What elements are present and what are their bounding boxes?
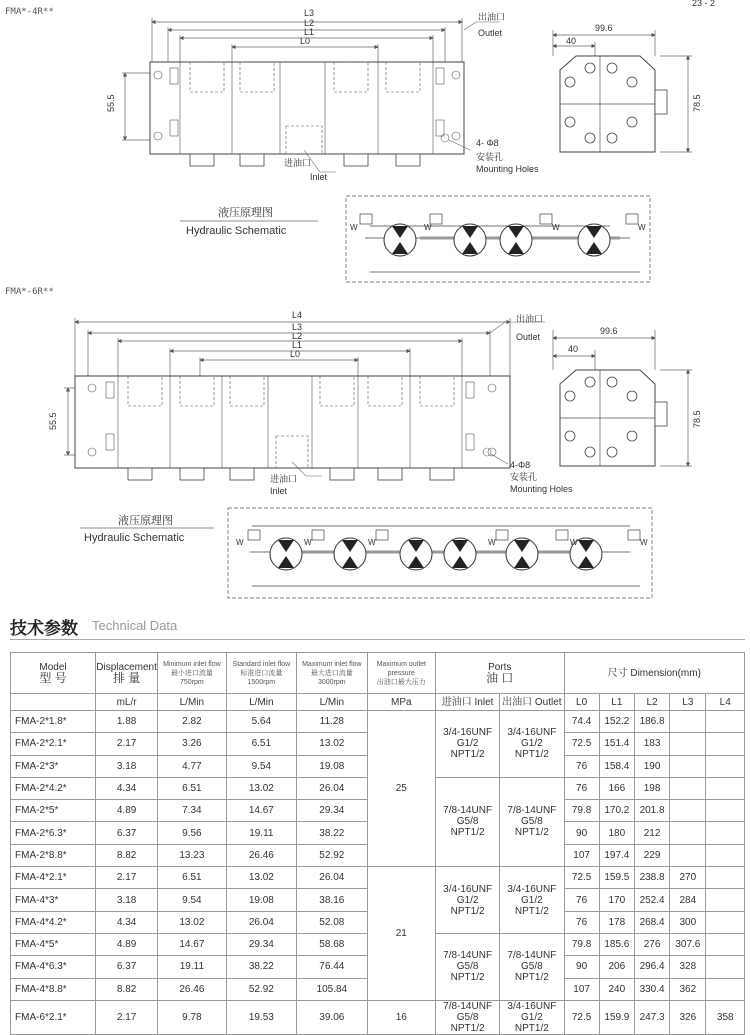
- std-flow-cell: 19.11: [226, 822, 296, 844]
- min-flow-cell: 9.78: [158, 1000, 226, 1034]
- min-flow-cell: 9.56: [158, 822, 226, 844]
- port-spec: NPT1/2: [450, 905, 485, 917]
- dim-l2-cell: 276: [634, 933, 669, 955]
- table-row: [11, 711, 745, 733]
- max-flow-cell: 39.06: [297, 1000, 367, 1034]
- dim-l1-cell: 159.5: [599, 867, 634, 889]
- max-flow-cell: 13.02: [297, 733, 367, 755]
- std-flow-cell: 19.53: [226, 1000, 296, 1034]
- header-l1: L1: [599, 694, 634, 711]
- unit-disp: mL/r: [96, 694, 158, 711]
- dim-l2-cell: 186.8: [634, 711, 669, 733]
- fig1-front-view: [5, 7, 539, 182]
- model-cell: FMA-2*5*: [11, 800, 96, 822]
- fig2-holes-spec: 4-Φ8: [510, 460, 531, 470]
- fig2-w-label: W: [304, 538, 312, 547]
- fig1-w-label: W: [552, 223, 560, 232]
- header-outlet: 出油口 Outlet: [500, 694, 564, 711]
- fig1-w-label: W: [638, 223, 646, 232]
- port-spec: NPT1/2: [450, 827, 485, 839]
- unit-max: L/Min: [297, 694, 367, 711]
- fig2-dim-h: 55.5: [48, 412, 58, 430]
- fig1-dim-w2: 40: [566, 36, 577, 46]
- header-min-flow: Minimum inlet flow 最小进口流量 750rpm: [158, 653, 226, 694]
- fig1-dim-l1: L1: [304, 27, 315, 37]
- dim-l3-cell: [670, 844, 706, 866]
- dim-l4-cell: [706, 822, 745, 844]
- model-cell: FMA-2*6.3*: [11, 822, 96, 844]
- dim-l2-cell: 268.4: [634, 911, 669, 933]
- max-flow-cell: 58.68: [297, 933, 367, 955]
- outlet-port-cell: [500, 867, 564, 934]
- dim-l4-cell: [706, 844, 745, 866]
- max-flow-cell: 26.04: [297, 867, 367, 889]
- fig2-front-view: [5, 287, 573, 496]
- dim-l3-cell: 328: [670, 956, 706, 978]
- min-flow-cell: 4.77: [158, 755, 226, 777]
- dim-l4-cell: [706, 933, 745, 955]
- port-spec: 7/8-14UNF: [443, 950, 493, 962]
- port-spec: 3/4-16UNF: [443, 727, 493, 739]
- dim-l1-cell: 152.2: [599, 711, 634, 733]
- outlet-port-cell: [500, 933, 564, 1000]
- dim-l0-cell: 72.5: [564, 1000, 599, 1034]
- fig1-schematic-en: Hydraulic Schematic: [186, 225, 287, 237]
- max-flow-cell: 11.28: [297, 711, 367, 733]
- dim-l3-cell: 284: [670, 889, 706, 911]
- dim-l1-cell: 158.4: [599, 755, 634, 777]
- model-cell: FMA-4*2.1*: [11, 867, 96, 889]
- header-ports: Ports 油 口: [435, 653, 564, 694]
- dim-l4-cell: 358: [706, 1000, 745, 1034]
- dim-l3-cell: 362: [670, 978, 706, 1000]
- min-flow-cell: 9.54: [158, 889, 226, 911]
- dim-l1-cell: 206: [599, 956, 634, 978]
- dim-l3-cell: [670, 755, 706, 777]
- model-cell: FMA-4*6.3*: [11, 956, 96, 978]
- fig1-w-label: W: [350, 223, 358, 232]
- fig2-dim-h2: 78.5: [692, 410, 702, 428]
- port-spec: NPT1/2: [450, 972, 485, 984]
- fig1-inlet-en: Inlet: [310, 172, 328, 182]
- max-flow-cell: 52.92: [297, 844, 367, 866]
- model-cell: FMA-2*1.8*: [11, 711, 96, 733]
- port-spec: NPT1/2: [514, 827, 549, 839]
- std-flow-cell: 26.04: [226, 911, 296, 933]
- displacement-cell: 6.37: [96, 956, 158, 978]
- inlet-port-cell: [435, 867, 499, 934]
- dim-l2-cell: 229: [634, 844, 669, 866]
- section-divider: [10, 639, 745, 640]
- header-max-flow: Maximum inlet flow 最大进口流量 3000rpm: [297, 653, 367, 694]
- min-flow-cell: 6.51: [158, 777, 226, 799]
- dim-l0-cell: 107: [564, 978, 599, 1000]
- min-flow-cell: 19.11: [158, 956, 226, 978]
- fig2-dim-l3: L3: [292, 322, 303, 332]
- fig1-dim-h: 55.5: [106, 94, 116, 112]
- port-spec: 3/4-16UNF: [507, 883, 557, 895]
- min-flow-cell: 2.82: [158, 711, 226, 733]
- dim-l4-cell: [706, 733, 745, 755]
- table-row: [11, 1000, 745, 1034]
- port-spec: 7/8-14UNF: [443, 1000, 493, 1012]
- dim-l1-cell: 170: [599, 889, 634, 911]
- table-body: [11, 711, 745, 1035]
- fig2-dim-l1: L1: [292, 340, 303, 350]
- model-cell: FMA-4*8.8*: [11, 978, 96, 1000]
- min-flow-cell: 14.67: [158, 933, 226, 955]
- unit-std: L/Min: [226, 694, 296, 711]
- port-spec: G1/2: [521, 1011, 543, 1023]
- dim-l1-cell: 180: [599, 822, 634, 844]
- std-flow-cell: 38.22: [226, 956, 296, 978]
- displacement-cell: 2.17: [96, 733, 158, 755]
- header-model: Model 型 号: [11, 653, 96, 694]
- displacement-cell: 4.89: [96, 800, 158, 822]
- section-header: [10, 612, 745, 638]
- dim-l3-cell: 270: [670, 867, 706, 889]
- displacement-cell: 6.37: [96, 822, 158, 844]
- std-flow-cell: 9.54: [226, 755, 296, 777]
- fig2-outlet-en: Outlet: [516, 332, 541, 342]
- max-flow-cell: 19.08: [297, 755, 367, 777]
- fig2-w-label: W: [570, 538, 578, 547]
- fig2-schematic-en: Hydraulic Schematic: [84, 532, 185, 544]
- port-spec: 3/4-16UNF: [507, 1000, 557, 1012]
- max-flow-cell: 38.16: [297, 889, 367, 911]
- dim-l4-cell: [706, 711, 745, 733]
- port-spec: NPT1/2: [450, 1022, 485, 1034]
- dim-l0-cell: 76: [564, 911, 599, 933]
- max-flow-cell: 29.34: [297, 800, 367, 822]
- section-title-zh: 技术参数: [10, 619, 78, 638]
- dim-l0-cell: 107: [564, 844, 599, 866]
- fig1-holes-zh: 安装孔: [476, 152, 504, 162]
- header-dimension: 尺寸 Dimension(mm): [564, 653, 745, 694]
- model-cell: FMA-2*8.8*: [11, 844, 96, 866]
- dim-l2-cell: 247.3: [634, 1000, 669, 1034]
- inlet-port-cell: [435, 777, 499, 866]
- displacement-cell: 8.82: [96, 844, 158, 866]
- inlet-port-cell: [435, 933, 499, 1000]
- displacement-cell: 2.17: [96, 1000, 158, 1034]
- header-l0: L0: [564, 694, 599, 711]
- fig2-holes-zh: 安装孔: [510, 472, 538, 482]
- fig1-model-label: FMA*-4R**: [5, 7, 54, 17]
- displacement-cell: 4.34: [96, 911, 158, 933]
- fig1-dim-w: 99.6: [595, 23, 613, 33]
- port-spec: 3/4-16UNF: [507, 727, 557, 739]
- port-spec: NPT1/2: [514, 1022, 549, 1034]
- dim-l4-cell: [706, 777, 745, 799]
- table-row: [11, 867, 745, 889]
- fig1-dim-l0: L0: [300, 36, 311, 46]
- outlet-port-cell: [500, 711, 564, 778]
- port-spec: G5/8: [521, 816, 543, 828]
- fig2-w-label: W: [488, 538, 496, 547]
- model-cell: FMA-2*4.2*: [11, 777, 96, 799]
- port-spec: 3/4-16UNF: [443, 883, 493, 895]
- fig1-dim-l3: L3: [304, 8, 315, 18]
- model-cell: FMA-6*2.1*: [11, 1000, 96, 1034]
- dim-l1-cell: 170.2: [599, 800, 634, 822]
- dim-l2-cell: 296.4: [634, 956, 669, 978]
- dim-l2-cell: 330.4: [634, 978, 669, 1000]
- max-flow-cell: 76.44: [297, 956, 367, 978]
- port-spec: G5/8: [456, 1011, 479, 1023]
- fig2-dim-l4: L4: [292, 310, 303, 320]
- inlet-port-cell: [435, 711, 499, 778]
- fig2-schematic: [80, 508, 652, 598]
- min-flow-cell: 7.34: [158, 800, 226, 822]
- dim-l2-cell: 212: [634, 822, 669, 844]
- dim-l4-cell: [706, 867, 745, 889]
- dim-l0-cell: 76: [564, 889, 599, 911]
- fig2-side-view: [553, 326, 702, 466]
- dim-l1-cell: 178: [599, 911, 634, 933]
- min-flow-cell: 6.51: [158, 867, 226, 889]
- std-flow-cell: 29.34: [226, 933, 296, 955]
- dim-l0-cell: 74.4: [564, 711, 599, 733]
- min-flow-cell: 13.02: [158, 911, 226, 933]
- dim-l3-cell: [670, 822, 706, 844]
- std-flow-cell: 5.64: [226, 711, 296, 733]
- dim-l0-cell: 79.8: [564, 800, 599, 822]
- max-flow-cell: 38.22: [297, 822, 367, 844]
- fig2-dim-l2: L2: [292, 331, 303, 341]
- fig2-model-label: FMA*-6R**: [5, 287, 54, 297]
- port-spec: NPT1/2: [514, 972, 549, 984]
- dim-l1-cell: 151.4: [599, 733, 634, 755]
- port-spec: NPT1/2: [514, 749, 549, 761]
- displacement-cell: 3.18: [96, 889, 158, 911]
- fig2-w-label: W: [368, 538, 376, 547]
- fig2-w-label: W: [236, 538, 244, 547]
- header-l3: L3: [670, 694, 706, 711]
- port-spec: G5/8: [521, 961, 543, 973]
- header-spacer: [11, 694, 96, 711]
- dim-l3-cell: [670, 777, 706, 799]
- fig1-outlet-en: Outlet: [478, 28, 503, 38]
- dim-l2-cell: 252.4: [634, 889, 669, 911]
- dim-l2-cell: 201.8: [634, 800, 669, 822]
- min-flow-cell: 26.46: [158, 978, 226, 1000]
- displacement-cell: 1.88: [96, 711, 158, 733]
- max-flow-cell: 52.08: [297, 911, 367, 933]
- dim-l0-cell: 72.5: [564, 733, 599, 755]
- std-flow-cell: 19.08: [226, 889, 296, 911]
- port-spec: G5/8: [456, 961, 479, 973]
- port-spec: NPT1/2: [450, 749, 485, 761]
- header-std-flow: Standard inlet flow 标准进口流量 1500rpm: [226, 653, 296, 694]
- dim-l4-cell: [706, 755, 745, 777]
- page-mark: 23 - 2: [692, 0, 716, 8]
- dim-l4-cell: [706, 978, 745, 1000]
- dim-l2-cell: 190: [634, 755, 669, 777]
- fig2-w-label: W: [640, 538, 648, 547]
- inlet-port-cell: [435, 1000, 499, 1034]
- port-spec: G5/8: [456, 816, 479, 828]
- header-inlet: 进油口 Inlet: [435, 694, 499, 711]
- outlet-port-cell: [500, 1000, 564, 1034]
- displacement-cell: 3.18: [96, 755, 158, 777]
- dim-l2-cell: 238.8: [634, 867, 669, 889]
- fig1-inlet-zh: 进油口: [284, 158, 312, 168]
- dim-l1-cell: 197.4: [599, 844, 634, 866]
- dim-l0-cell: 90: [564, 956, 599, 978]
- fig1-schematic: [180, 196, 650, 282]
- std-flow-cell: 26.46: [226, 844, 296, 866]
- dim-l2-cell: 198: [634, 777, 669, 799]
- dim-l3-cell: [670, 733, 706, 755]
- model-cell: FMA-4*4.2*: [11, 911, 96, 933]
- dim-l3-cell: [670, 800, 706, 822]
- model-cell: FMA-4*3*: [11, 889, 96, 911]
- max-flow-cell: 26.04: [297, 777, 367, 799]
- fig1-dim-l2: L2: [304, 18, 315, 28]
- unit-min: L/Min: [158, 694, 226, 711]
- section-title-en: Technical Data: [92, 618, 178, 633]
- port-spec: 7/8-14UNF: [443, 805, 493, 817]
- fig2-schematic-zh: 液压原理图: [118, 515, 173, 527]
- pressure-cell: 25: [367, 711, 435, 867]
- displacement-cell: 2.17: [96, 867, 158, 889]
- dim-l0-cell: 79.8: [564, 933, 599, 955]
- dim-l0-cell: 72.5: [564, 867, 599, 889]
- dim-l0-cell: 90: [564, 822, 599, 844]
- port-spec: 7/8-14UNF: [507, 950, 557, 962]
- port-spec: G1/2: [521, 894, 543, 906]
- port-spec: G1/2: [456, 738, 479, 750]
- unit-mop: MPa: [367, 694, 435, 711]
- fig1-w-label: W: [424, 223, 432, 232]
- fig2-dim-l0: L0: [290, 349, 301, 359]
- pressure-cell: 21: [367, 867, 435, 1001]
- dim-l4-cell: [706, 800, 745, 822]
- fig2-inlet-en: Inlet: [270, 486, 288, 496]
- fig1-outlet-zh: 出油口: [478, 12, 506, 22]
- fig1-holes-spec: 4- Φ8: [476, 138, 499, 148]
- header-l4: L4: [706, 694, 745, 711]
- fig2-outlet-zh: 出油口: [516, 314, 544, 324]
- outlet-port-cell: [500, 777, 564, 866]
- dim-l3-cell: 307.6: [670, 933, 706, 955]
- dim-l0-cell: 76: [564, 777, 599, 799]
- dim-l1-cell: 240: [599, 978, 634, 1000]
- fig1-schematic-zh: 液压原理图: [218, 207, 273, 219]
- dim-l4-cell: [706, 911, 745, 933]
- std-flow-cell: 52.92: [226, 978, 296, 1000]
- port-spec: G1/2: [456, 894, 479, 906]
- fig2-holes-en: Mounting Holes: [510, 484, 573, 494]
- fig1-dim-h2: 78.5: [692, 94, 702, 112]
- dim-l1-cell: 159.9: [599, 1000, 634, 1034]
- dim-l1-cell: 166: [599, 777, 634, 799]
- fig2-inlet-zh: 进油口: [270, 474, 298, 484]
- dim-l3-cell: 326: [670, 1000, 706, 1034]
- model-cell: FMA-4*5*: [11, 933, 96, 955]
- displacement-cell: 8.82: [96, 978, 158, 1000]
- fig2-dim-w: 99.6: [600, 326, 618, 336]
- dim-l1-cell: 185.6: [599, 933, 634, 955]
- technical-data-table: [10, 652, 745, 1035]
- std-flow-cell: 6.51: [226, 733, 296, 755]
- port-spec: G1/2: [521, 738, 543, 750]
- displacement-cell: 4.89: [96, 933, 158, 955]
- dim-l2-cell: 183: [634, 733, 669, 755]
- dim-l4-cell: [706, 956, 745, 978]
- fig1-side-view: [553, 23, 702, 152]
- std-flow-cell: 14.67: [226, 800, 296, 822]
- model-cell: FMA-2*3*: [11, 755, 96, 777]
- model-cell: FMA-2*2.1*: [11, 733, 96, 755]
- min-flow-cell: 3.26: [158, 733, 226, 755]
- dim-l3-cell: [670, 711, 706, 733]
- dim-l3-cell: 300: [670, 911, 706, 933]
- header-max-pressure: Maximum outlet pressure 出油口最大压力: [367, 653, 435, 694]
- dim-l4-cell: [706, 889, 745, 911]
- fig2-dim-w2: 40: [568, 344, 579, 354]
- header-l2: L2: [634, 694, 669, 711]
- fig1-holes-en: Mounting Holes: [476, 164, 539, 174]
- min-flow-cell: 13.23: [158, 844, 226, 866]
- std-flow-cell: 13.02: [226, 777, 296, 799]
- port-spec: NPT1/2: [514, 905, 549, 917]
- dim-l0-cell: 76: [564, 755, 599, 777]
- header-displacement: Displacement 排 量: [96, 653, 158, 694]
- max-flow-cell: 105.84: [297, 978, 367, 1000]
- std-flow-cell: 13.02: [226, 867, 296, 889]
- port-spec: 7/8-14UNF: [507, 805, 557, 817]
- pressure-cell: 16: [367, 1000, 435, 1034]
- displacement-cell: 4.34: [96, 777, 158, 799]
